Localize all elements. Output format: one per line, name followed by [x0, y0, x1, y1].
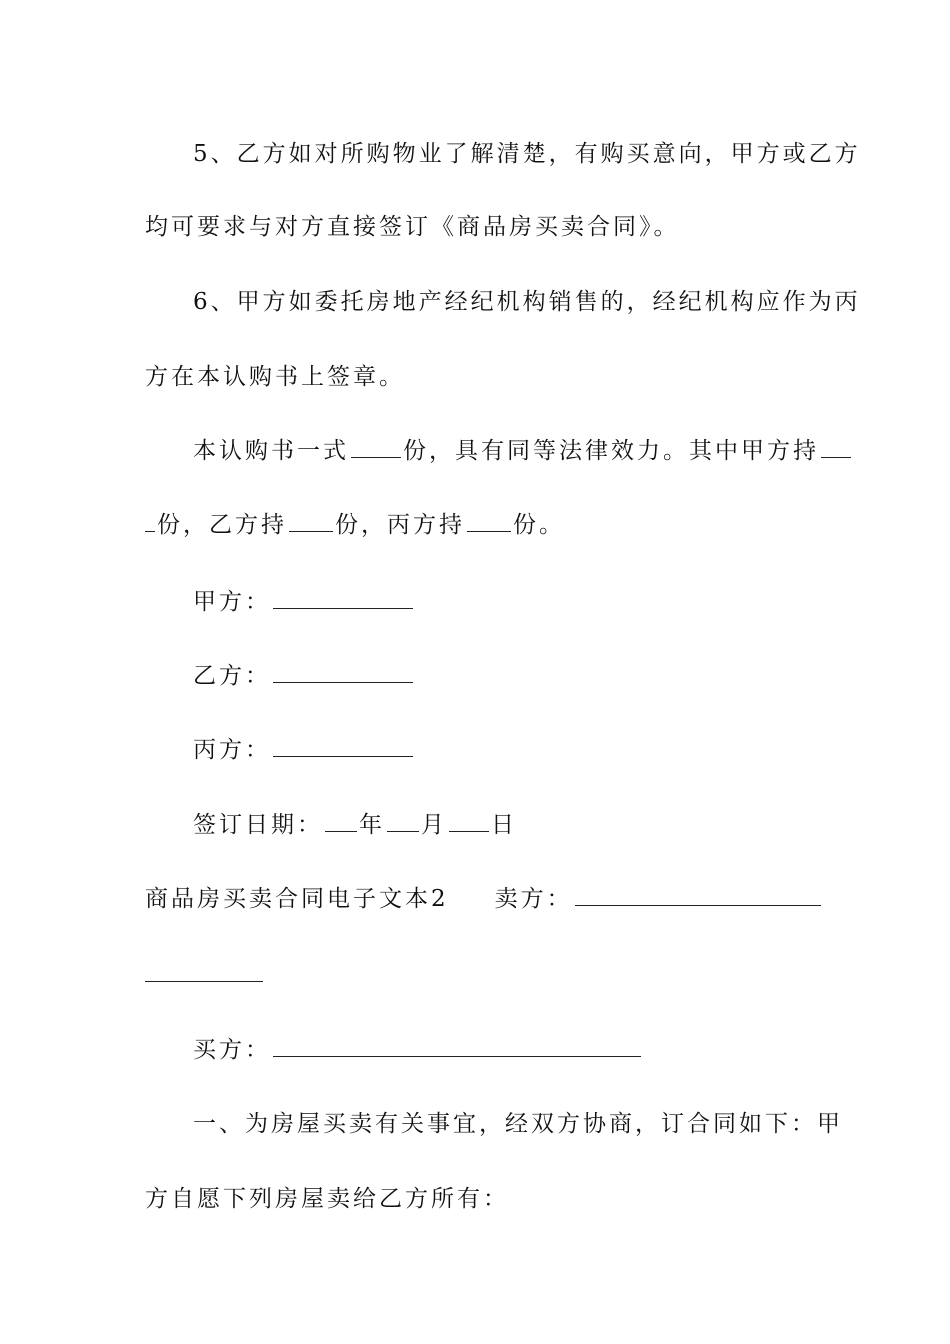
month-blank	[387, 830, 419, 832]
clause-5-line-2: 均可要求与对方直接签订《商品房买卖合同》。	[145, 214, 680, 240]
buyer-label: 买方：	[193, 1037, 271, 1063]
sign-date-line	[193, 810, 810, 840]
contract2-title: 商品房买卖合同电子文本2	[145, 886, 449, 912]
seller-label: 卖方：	[494, 886, 573, 912]
clause-6-line-2: 方在本认购书上签章。	[145, 364, 405, 390]
month-label: 月	[421, 812, 447, 838]
buyer-line	[193, 1035, 810, 1065]
copies-party-b-blank	[289, 530, 333, 532]
day-label: 日	[491, 812, 517, 838]
article-1-line-2: 方自愿下列房屋卖给乙方所有：	[145, 1186, 509, 1212]
copies-text-2: 份，具有同等法律效力。其中甲方持	[403, 438, 819, 464]
copies-line-2	[145, 510, 810, 540]
party-a-label: 甲方：	[193, 589, 271, 615]
article-1-line-1: 一、为房屋买卖有关事宜，经双方协商，订合同如下：甲	[193, 1111, 843, 1137]
copies-party-a-blank-2	[145, 530, 155, 532]
party-b-label: 乙方：	[193, 663, 271, 689]
copies-text-4: 份，丙方持	[335, 512, 465, 538]
copies-text-3: 份，乙方持	[157, 512, 287, 538]
contract2-header-line	[145, 884, 810, 914]
day-blank	[449, 830, 489, 832]
clause-6-line-1: 6、甲方如委托房地产经纪机构销售的，经纪机构应作为丙	[193, 289, 861, 315]
seller-continuation-line	[145, 960, 810, 990]
seller-blank-1	[575, 904, 821, 906]
seller-blank-2	[145, 980, 263, 982]
party-b-blank	[273, 681, 413, 683]
year-blank	[325, 830, 357, 832]
sign-date-label: 签订日期：	[193, 812, 323, 838]
party-c-label: 丙方：	[193, 737, 271, 763]
party-c-line	[193, 735, 810, 765]
copies-text-1: 本认购书一式	[193, 438, 349, 464]
copies-party-a-blank-1	[821, 456, 851, 458]
buyer-blank	[273, 1055, 641, 1057]
copies-party-c-blank	[467, 530, 511, 532]
party-a-line	[193, 587, 810, 617]
year-label: 年	[359, 812, 385, 838]
party-a-blank	[273, 607, 413, 609]
party-c-blank	[273, 755, 413, 757]
clause-5-line-1: 5、乙方如对所购物业了解清楚，有购买意向，甲方或乙方	[193, 141, 861, 167]
copies-text-5: 份。	[513, 512, 565, 538]
party-b-line	[193, 661, 810, 691]
copies-total-blank	[351, 456, 401, 458]
copies-line-1	[193, 436, 819, 466]
